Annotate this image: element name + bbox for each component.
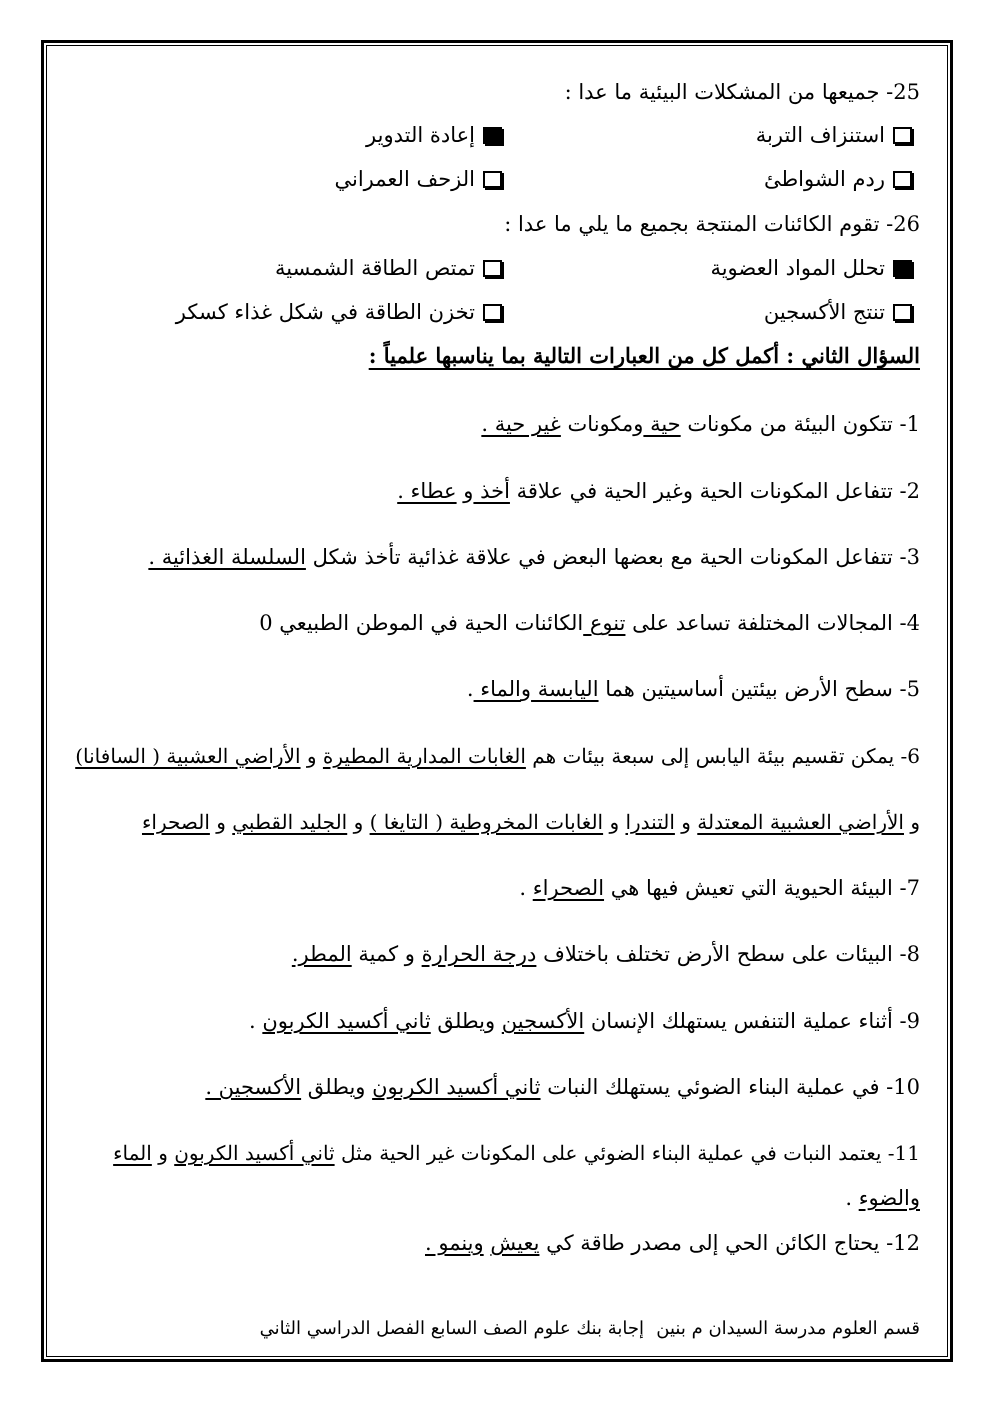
- answer: الأراضي العشبية ( السافانا): [75, 744, 301, 768]
- q25-option-4[interactable]: [335, 167, 503, 191]
- item-text: .: [466, 677, 474, 701]
- item-text: 11- يعتمد النبات في عملية البناء الضوئي على المكونات غير الحية مثل: [334, 1141, 920, 1165]
- item-2: [397, 479, 920, 503]
- item-10: [205, 1075, 920, 1099]
- item-6-continued: [142, 810, 920, 834]
- item-text: .: [845, 1186, 859, 1210]
- item-text: و: [674, 810, 698, 834]
- item-text: و: [209, 810, 233, 834]
- item-text: و: [456, 479, 474, 503]
- item-text: ومكونات: [560, 412, 644, 436]
- item-text: 8- البيئات على سطح الأرض تختلف باختلاف: [536, 942, 920, 966]
- section2-heading: السؤال الثاني : أكمل كل من العبارات التالية بما يناسبها علمياً :: [368, 343, 920, 368]
- item-4: [259, 611, 920, 635]
- item-text: ويطلق: [430, 1009, 502, 1033]
- q26-stem: 26- تقوم الكائنات المنتجة بجميع ما يلي ما عدا :: [504, 212, 920, 236]
- item-6: [75, 744, 920, 768]
- item-text: 2- تتفاعل المكونات الحية وغير الحية في علاقة: [509, 479, 920, 503]
- item-text: 7- البيئة الحيوية التي تعيش فيها هي: [604, 876, 920, 900]
- item-text: و: [300, 744, 323, 768]
- item-text: .: [248, 1009, 263, 1033]
- answer: الأراضي العشبية المعتدلة: [697, 810, 904, 834]
- item-5: [467, 677, 920, 701]
- answer: أخذ: [473, 479, 510, 503]
- answer: الأكسجين .: [205, 1075, 302, 1099]
- item-11-continued: [845, 1186, 920, 1210]
- checkbox-icon[interactable]: [893, 304, 912, 321]
- answer: المطر.: [291, 942, 352, 966]
- item-9: [249, 1009, 920, 1033]
- item-3: [148, 545, 920, 569]
- option-label: تحلل المواد العضوية: [710, 256, 885, 280]
- answer: السلسلة الغذائية .: [148, 545, 306, 569]
- q26-option-2[interactable]: [275, 256, 502, 280]
- item-text: الكائنات الحية في الموطن الطبيعي 0: [259, 611, 584, 635]
- answer: وينمو .: [425, 1231, 484, 1255]
- option-label: استنزاف التربة: [755, 123, 885, 147]
- answer: الماء: [473, 677, 521, 701]
- item-11: [113, 1141, 920, 1165]
- answer: ثاني أكسيد الكربون: [174, 1141, 335, 1165]
- q25-option-1[interactable]: [756, 123, 912, 147]
- option-label: ردم الشواطئ: [763, 167, 885, 191]
- answer: الأكسجين: [501, 1009, 585, 1033]
- q25-option-3[interactable]: [764, 167, 912, 191]
- item-text: 6- يمكن تقسيم بيئة اليابس إلى سبعة بيئات هم: [525, 744, 920, 768]
- q26-option-3[interactable]: [764, 300, 912, 324]
- item-text: ويطلق: [301, 1075, 373, 1099]
- item-text: و: [903, 810, 920, 834]
- answer: الجليد القطبي: [232, 810, 348, 834]
- option-label: الزحف العمراني: [334, 167, 475, 191]
- checkbox-icon[interactable]: [483, 304, 502, 321]
- checkbox-icon[interactable]: [483, 171, 502, 188]
- checkbox-icon[interactable]: [483, 260, 502, 277]
- answer: درجة الحرارة: [421, 942, 537, 966]
- q25-stem: 25- جميعها من المشكلات البيئية ما عدا :: [564, 80, 920, 104]
- answer: يعيش: [490, 1231, 540, 1255]
- q26-option-4[interactable]: [176, 300, 502, 324]
- item-text: و: [151, 1141, 175, 1165]
- checkbox-icon[interactable]: [893, 171, 912, 188]
- answer: اليابسة: [531, 677, 599, 701]
- answer: الصحراء: [141, 810, 210, 834]
- option-label: تنتج الأكسجين: [763, 300, 885, 324]
- item-text: 4- المجالات المختلفة تساعد على: [625, 611, 920, 635]
- checked-box-icon[interactable]: [483, 127, 502, 144]
- option-label: إعادة التدوير: [366, 123, 475, 147]
- item-text: 10- في عملية البناء الضوئي يستهلك النبات: [540, 1075, 920, 1099]
- option-label: تخزن الطاقة في شكل غذاء كسكر: [175, 300, 475, 324]
- answer: عطاء .: [397, 479, 457, 503]
- item-text: و: [603, 810, 626, 834]
- answer: غير حية .: [481, 412, 561, 436]
- footer-department: قسم العلوم مدرسة السيدان م بنين: [656, 1318, 920, 1339]
- answer: الصحراء: [532, 876, 605, 900]
- item-text: 1- تتكون البيئة من مكونات: [680, 412, 920, 436]
- footer-title: إجابة بنك علوم الصف السابع الفصل الدراسي الثاني: [259, 1318, 644, 1339]
- checked-box-icon[interactable]: [893, 260, 912, 277]
- item-text: 5- سطح الأرض بيئتين أساسيتين هما: [598, 677, 920, 701]
- answer: حية: [643, 412, 681, 436]
- item-text: 3- تتفاعل المكونات الحية مع بعضها البعض في علاقة غذائية تأخذ شكل: [305, 545, 920, 569]
- answer: التندرا: [625, 810, 675, 834]
- item-text: و: [520, 677, 532, 701]
- item-text: 12- يحتاج الكائن الحي إلى مصدر طاقة كي: [539, 1231, 920, 1255]
- item-text: و: [347, 810, 370, 834]
- answer: والضوء: [858, 1186, 920, 1210]
- item-text: و كمية: [351, 942, 422, 966]
- q26-option-1[interactable]: [710, 256, 912, 280]
- answer: ثاني أكسيد الكربون: [372, 1075, 541, 1099]
- item-text: .: [519, 876, 533, 900]
- item-8: [292, 942, 920, 966]
- answer: الغابات المدارية المطيرة: [322, 744, 526, 768]
- answer: تنوع: [583, 611, 626, 635]
- checkbox-icon[interactable]: [893, 127, 912, 144]
- item-1: [481, 412, 920, 436]
- q25-option-2[interactable]: [366, 123, 502, 147]
- item-text: 9- أثناء عملية التنفس يستهلك الإنسان: [584, 1009, 920, 1033]
- option-label: تمتص الطاقة الشمسية: [275, 256, 475, 280]
- item-7: [519, 876, 920, 900]
- item-12: [425, 1231, 920, 1255]
- answer: ثاني أكسيد الكربون: [262, 1009, 431, 1033]
- answer: الغابات المخروطية ( التايغا ): [369, 810, 604, 834]
- answer: الماء: [113, 1141, 152, 1165]
